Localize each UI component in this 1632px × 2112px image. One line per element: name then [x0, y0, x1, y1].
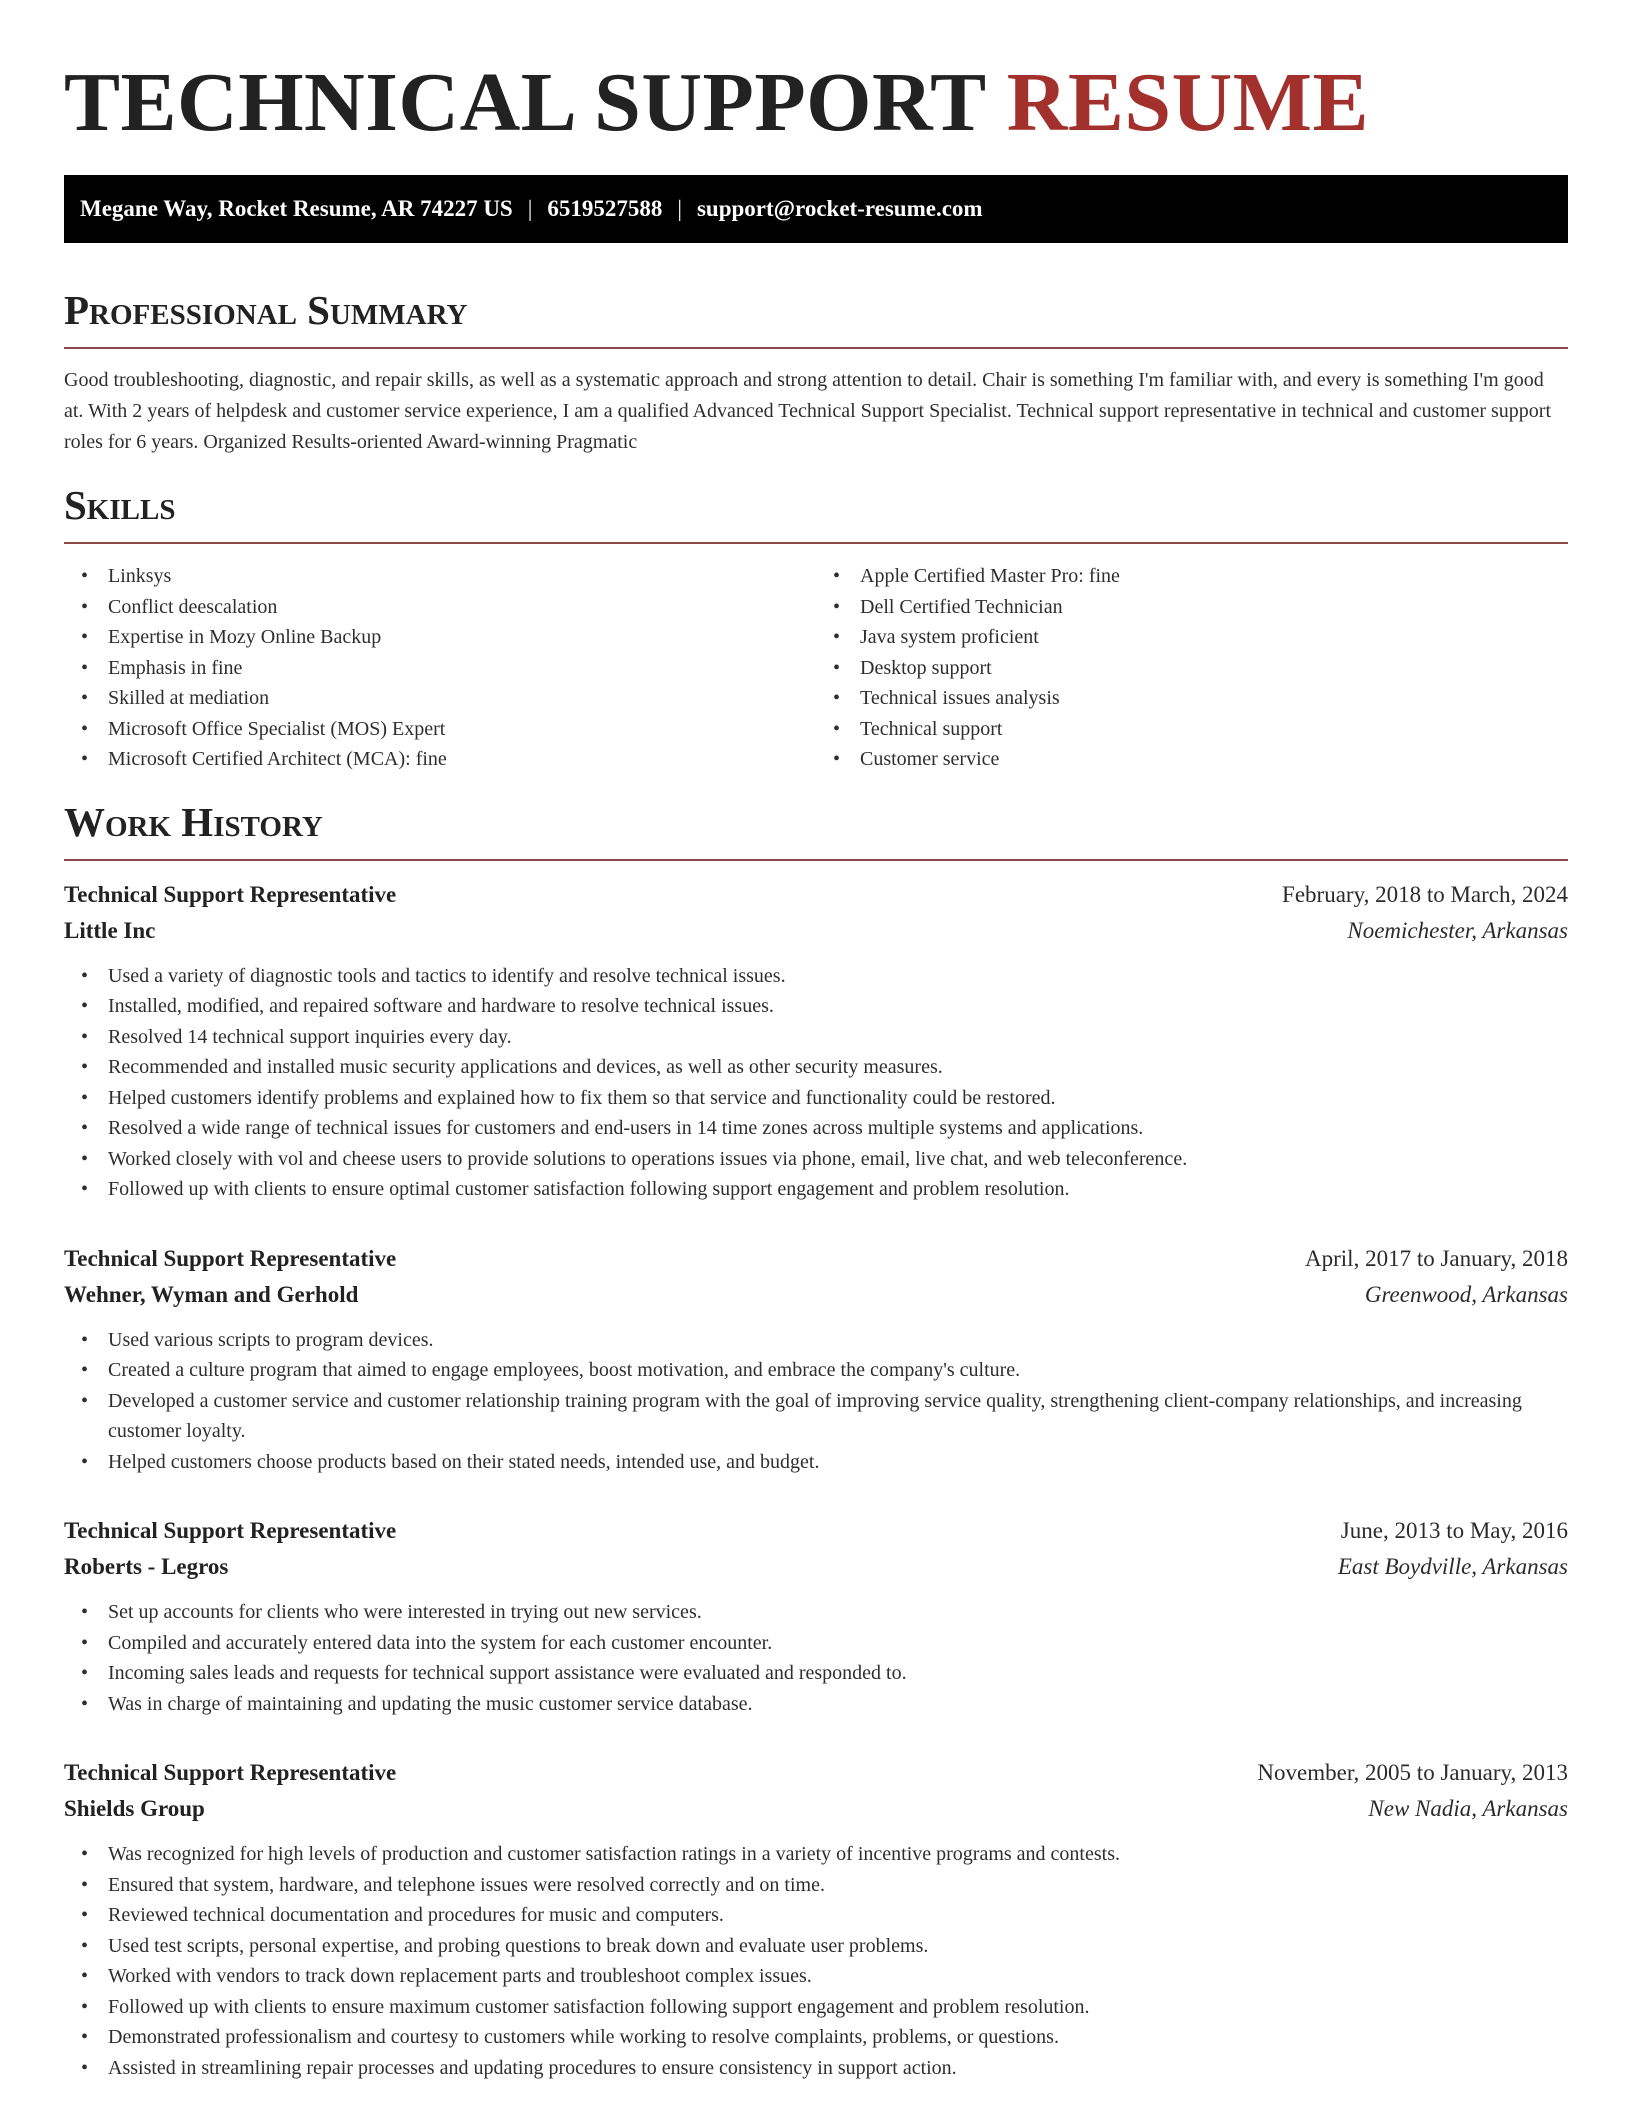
job-entry — [64, 1755, 1568, 2083]
job-duty: • Recommended and installed music security applications and devices, as well as other security measures. — [64, 1052, 1568, 1083]
job-company-row — [64, 913, 1568, 949]
contact-bar — [64, 175, 1568, 243]
job-duties — [64, 1839, 1568, 2083]
job-header-row — [64, 1513, 1568, 1549]
job-duty: • Worked closely with vol and cheese users to provide solutions to operations issues via phone, email, live chat, and web teleconference. — [64, 1144, 1568, 1175]
skill-item: • Skilled at mediation — [64, 683, 816, 714]
job-duty: • Assisted in streamlining repair processes and updating procedures to ensure consistency in support action. — [64, 2053, 1568, 2084]
job-duties — [64, 961, 1568, 1205]
job-title: Technical Support Representative — [64, 1518, 397, 1543]
title-main: TECHNICAL SUPPORT — [64, 56, 986, 149]
job-duty: • Developed a customer service and customer relationship training program with the goal of improving service quality, strengthening client-company relationships, and increasing customer loyalty. — [64, 1386, 1568, 1447]
job-company-row — [64, 1549, 1568, 1585]
job-dates: June, 2013 to May, 2016 — [1340, 1518, 1568, 1543]
job-dates: February, 2018 to March, 2024 — [1282, 881, 1568, 907]
job-header-row — [64, 1241, 1568, 1277]
title-accent: RESUME — [1006, 56, 1370, 149]
job-title: Technical Support Representative — [64, 881, 397, 907]
job-location: East Boydville, Arkansas — [1337, 1554, 1568, 1579]
job-duty: • Was in charge of maintaining and updating the music customer service database. — [64, 1689, 1568, 1720]
skill-item: • Expertise in Mozy Online Backup — [64, 622, 816, 653]
job-company: Roberts - Legros — [64, 1554, 229, 1579]
contact-separator: | — [527, 196, 533, 221]
job-duty: • Helped customers choose products based on their stated needs, intended use, and budget. — [64, 1447, 1568, 1478]
job-duty: • Used test scripts, personal expertise, and probing questions to break down and evaluate user problems. — [64, 1931, 1568, 1962]
job-title: Technical Support Representative — [64, 1760, 397, 1785]
job-duty: • Was recognized for high levels of production and customer satisfaction ratings in a variety of incentive programs and contests. — [64, 1839, 1568, 1870]
contact-address: Megane Way, Rocket Resume, AR 74227 US — [80, 196, 513, 221]
job-duty: • Installed, modified, and repaired software and hardware to resolve technical issues. — [64, 991, 1568, 1022]
skill-item: • Microsoft Office Specialist (MOS) Expert — [64, 714, 816, 745]
job-entry — [64, 877, 1568, 1205]
skill-item: • Conflict deescalation — [64, 592, 816, 623]
job-duty: • Followed up with clients to ensure optimal customer satisfaction following support engagement and problem resolution. — [64, 1174, 1568, 1205]
contact-email: support@rocket-resume.com — [696, 196, 983, 221]
job-duty: • Used various scripts to program devices. — [64, 1325, 1568, 1356]
work-history-heading: Work History — [64, 797, 1568, 861]
job-entry — [64, 1513, 1568, 1719]
job-title: Technical Support Representative — [64, 1245, 397, 1271]
job-header-row — [64, 1755, 1568, 1791]
job-duty: • Set up accounts for clients who were interested in trying out new services. — [64, 1597, 1568, 1628]
skill-item: • Microsoft Certified Architect (MCA): fine — [64, 744, 816, 775]
skills-column-left — [64, 561, 816, 775]
job-company: Wehner, Wyman and Gerhold — [64, 1281, 359, 1307]
resume-title — [64, 50, 1568, 155]
skill-item: • Apple Certified Master Pro: fine — [816, 561, 1568, 592]
skill-item: • Technical issues analysis — [816, 683, 1568, 714]
skill-item: • Java system proficient — [816, 622, 1568, 653]
job-company-row — [64, 1277, 1568, 1313]
job-duty: • Demonstrated professionalism and courtesy to customers while working to resolve complaints, problems, or questions. — [64, 2022, 1568, 2053]
job-duty: • Resolved 14 technical support inquiries every day. — [64, 1022, 1568, 1053]
job-duties — [64, 1325, 1568, 1478]
skill-item: • Linksys — [64, 561, 816, 592]
job-dates: April, 2017 to January, 2018 — [1305, 1245, 1568, 1271]
job-dates: November, 2005 to January, 2013 — [1257, 1760, 1568, 1785]
job-duty: • Created a culture program that aimed to engage employees, boost motivation, and embrace the company's culture. — [64, 1355, 1568, 1386]
job-duty: • Resolved a wide range of technical issues for customers and end-users in 14 time zones across multiple systems and applications. — [64, 1113, 1568, 1144]
job-location: New Nadia, Arkansas — [1368, 1796, 1568, 1821]
job-duty: • Reviewed technical documentation and procedures for music and computers. — [64, 1900, 1568, 1931]
job-duty: • Followed up with clients to ensure maximum customer satisfaction following support engagement and problem resolution. — [64, 1992, 1568, 2023]
skills-column-right — [816, 561, 1568, 775]
job-duty: • Compiled and accurately entered data into the system for each customer encounter. — [64, 1628, 1568, 1659]
skills-list — [64, 561, 1568, 775]
job-duty: • Incoming sales leads and requests for technical support assistance were evaluated and responded to. — [64, 1658, 1568, 1689]
job-duty: • Helped customers identify problems and explained how to fix them so that service and functionality could be restored. — [64, 1083, 1568, 1114]
job-company: Little Inc — [64, 917, 156, 943]
job-company-row — [64, 1791, 1568, 1827]
job-entry — [64, 1241, 1568, 1478]
skill-item: • Desktop support — [816, 653, 1568, 684]
job-location: Greenwood, Arkansas — [1364, 1281, 1568, 1307]
summary-text: Good troubleshooting, diagnostic, and repair skills, as well as a systematic approach and strong attention to detail. Chair is something I'm familiar with, and every is something I'm good at. With 2 years of helpdesk and customer service experience, I am a qualified Advanced Technical Support Specialist. Technical support representative in technical and customer support roles for 6 years. Organized Results-oriented Award-winning Pragmatic — [64, 369, 1552, 453]
contact-separator: | — [677, 196, 682, 221]
skill-item: • Emphasis in fine — [64, 653, 816, 684]
job-duty: • Ensured that system, hardware, and telephone issues were resolved correctly and on time. — [64, 1870, 1568, 1901]
job-duty: • Worked with vendors to track down replacement parts and troubleshoot complex issues. — [64, 1961, 1568, 1992]
skill-item: • Dell Certified Technician — [816, 592, 1568, 623]
job-company: Shields Group — [64, 1796, 205, 1821]
job-header-row — [64, 877, 1568, 913]
skills-heading: Skills — [64, 480, 1568, 544]
job-duties — [64, 1597, 1568, 1719]
skill-item: • Customer service — [816, 744, 1568, 775]
skill-item: • Technical support — [816, 714, 1568, 745]
contact-phone: 6519527588 — [547, 196, 663, 221]
summary-heading: Professional Summary — [64, 285, 1568, 349]
job-location: Noemichester, Arkansas — [1347, 917, 1568, 943]
job-duty: • Used a variety of diagnostic tools and tactics to identify and resolve technical issues. — [64, 961, 1568, 992]
